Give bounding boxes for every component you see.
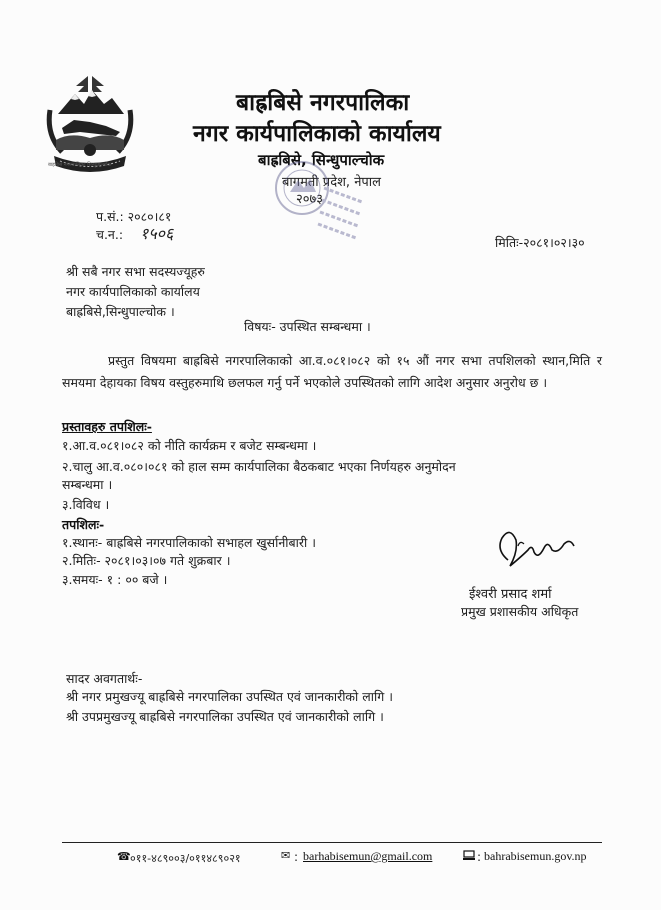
footer-web-separator: : <box>477 850 482 864</box>
cc-line-2: श्री उपप्रमुखज्यू बाह्रबिसे नगरपालिका उपस्थित एवं जानकारीको लागि । <box>66 709 384 724</box>
dispatch-number-handwritten: १५०६ <box>140 224 174 243</box>
footer-phone: ०११-४८९००३/०११४८९०२१ <box>130 852 241 865</box>
signature-icon <box>488 520 588 580</box>
footer-divider <box>62 842 602 843</box>
recipient-line-1: श्री सबै नगर सभा सदस्यज्यूहरु <box>66 264 205 279</box>
municipality-name: बाह्रबिसे नगरपालिका <box>236 90 410 116</box>
envelope-icon: ✉ <box>281 849 291 862</box>
body-paragraph-text: प्रस्तुत विषयमा बाह्रबिसे नगरपालिकाको आ.व.०८१।०८२ को १५ औं नगर सभा तपशिलको स्थान,मिति र समयमा देहायका विषय वस्तुहरुमाथि छलफल गर्नु पर्ने भएकोले उपस्थितको लागि आदेश अनुसार अनुरोध छ । <box>62 353 602 390</box>
office-name: नगर कार्यपालिकाको कार्यालय <box>193 121 441 147</box>
recipient-line-3: बाह्रबिसे,सिन्धुपाल्चोक । <box>66 304 175 319</box>
agenda-item-3: ३.विविध । <box>62 497 110 512</box>
computer-icon <box>463 850 475 861</box>
address-line: बाह्रबिसे, सिन्धुपाल्चोक <box>258 151 385 169</box>
footer-email-separator: : <box>294 850 299 864</box>
signatory-name: ईश्वरी प्रसाद शर्मा <box>469 587 552 602</box>
agenda-item-2: २.चालु आ.व.०८०।०८१ को हाल सम्म कार्यपालिका बैठकबाट भएका निर्णयहरु अनुमोदन <box>62 459 456 474</box>
dispatch-number-label: च.न.: <box>96 227 124 242</box>
subject-line: विषयः- उपस्थित सम्बन्धमा । <box>244 319 371 334</box>
cc-heading: सादर अवगतार्थः- <box>66 671 143 686</box>
signatory-title: प्रमुख प्रशासकीय अधिकृत <box>461 604 579 619</box>
footer-website[interactable]: bahrabisemun.gov.np <box>484 849 587 863</box>
recipient-line-2: नगर कार्यपालिकाको कार्यालय <box>66 284 200 299</box>
province-line: बागमती प्रदेश, नेपाल <box>282 175 381 190</box>
details-venue: १.स्थानः- बाह्रबिसे नगरपालिकाको सभाहल खुर्सानीबारी । <box>62 535 316 550</box>
agenda-item-1: १.आ.व.०८१।०८२ को नीति कार्यक्रम र बजेट सम्बन्धमा । <box>62 438 317 453</box>
telephone-icon: ☎ <box>117 850 131 863</box>
reference-number: प.सं.: २०८०।८१ <box>96 209 172 224</box>
details-heading: तपशिलः- <box>62 517 105 532</box>
details-date: २.मितिः- २०८१।०३।०७ गते शुक्रबार । <box>62 553 231 568</box>
agenda-item-2-continued: सम्बन्धमा । <box>62 477 113 492</box>
details-time: ३.समयः- १ : ०० बजे । <box>62 572 168 587</box>
emblem-caption: बाह्रबिसे नगरपालिका सिन्धुपाल्चोक <box>48 162 112 168</box>
agenda-heading: प्रस्तावहरु तपशिलः- <box>62 419 152 434</box>
establishment-year: २०७३ <box>296 192 324 207</box>
letter-date: मितिः-२०८१।०२।३० <box>495 235 585 250</box>
footer-email[interactable]: barhabisemun@gmail.com <box>303 849 433 863</box>
body-paragraph <box>62 350 602 394</box>
cc-line-1: श्री नगर प्रमुखज्यू बाह्रबिसे नगरपालिका उपस्थित एवं जानकारीको लागि । <box>66 689 393 704</box>
office-seal-icon <box>262 148 382 268</box>
